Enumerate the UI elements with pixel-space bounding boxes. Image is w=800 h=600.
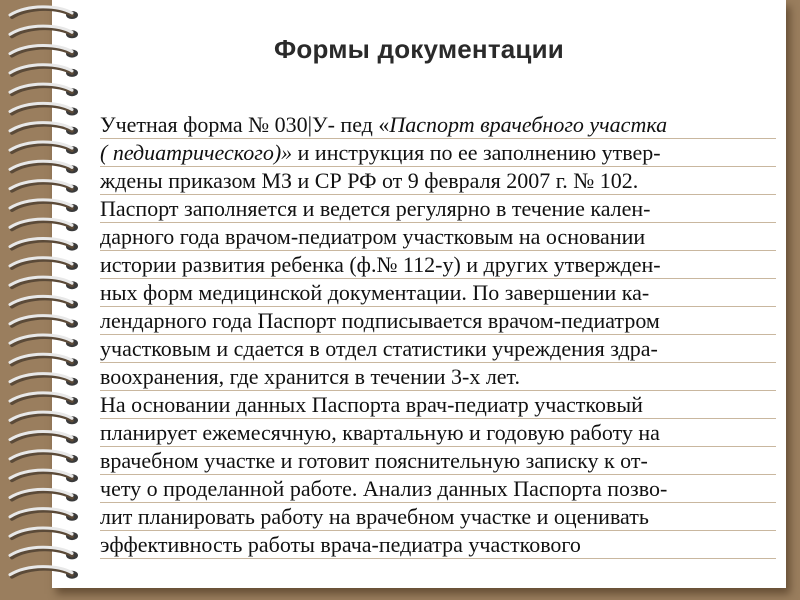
text-line: чету о проделанной работе. Анализ данных Паспорта позво- xyxy=(100,475,776,503)
spiral-binding-icon xyxy=(0,0,90,600)
spiral-ring-icon xyxy=(10,277,78,289)
spiral-ring-icon xyxy=(10,238,78,250)
text-line: эффективность работы врача-педиатра участкового xyxy=(100,531,776,559)
text-line: истории развития ребенка (ф.№ 112-у) и других утвержден- xyxy=(100,251,776,279)
spiral-ring-icon xyxy=(10,412,78,424)
text-line: ных форм медицинской документации. По завершении ка- xyxy=(100,279,776,307)
spiral-ring-icon xyxy=(10,7,78,19)
text-line: На основании данных Паспорта врач-педиатр участковый xyxy=(100,391,776,419)
spiral-ring-icon xyxy=(10,470,78,482)
text-line: лендарного года Паспорт подписывается врачом-педиатром xyxy=(100,307,776,335)
text-line: ждены приказом МЗ и СР РФ от 9 февраля 2007 г. № 102. xyxy=(100,167,776,195)
text-line: врачебном участке и готовит пояснительную записку к от- xyxy=(100,447,776,475)
text-line: Паспорт заполняется и ведется регулярно в течение кален- xyxy=(100,195,776,223)
text-line: планирует ежемесячную, квартальную и годовую работу на xyxy=(100,419,776,447)
spiral-ring-icon xyxy=(10,528,78,540)
spiral-ring-icon xyxy=(10,123,78,135)
text-line: лит планировать работу на врачебном участке и оценивать xyxy=(100,503,776,531)
spiral-ring-icon xyxy=(10,335,78,347)
text-line: участковым и сдается в отдел статистики учреждения здра- xyxy=(100,335,776,363)
spiral-ring-icon xyxy=(10,374,78,386)
spiral-ring-icon xyxy=(10,547,78,559)
spiral-ring-icon xyxy=(10,103,78,115)
spiral-ring-icon xyxy=(10,451,78,463)
text-line: Учетная форма № 030|У- пед «Паспорт врачебного участка xyxy=(100,111,776,139)
spiral-ring-icon xyxy=(10,567,78,579)
spiral-ring-icon xyxy=(10,431,78,443)
text-line: воохранения, где хранится в течении 3-х лет. xyxy=(100,363,776,391)
spiral-ring-icon xyxy=(10,316,78,328)
text-line: ( педиатрического)» и инструкция по ее заполнению утвер- xyxy=(100,139,776,167)
spiral-ring-icon xyxy=(10,65,78,77)
spiral-ring-icon xyxy=(10,258,78,270)
spiral-ring-icon xyxy=(10,354,78,366)
spiral-ring-icon xyxy=(10,296,78,308)
spiral-ring-icon xyxy=(10,142,78,154)
spiral-ring-icon xyxy=(10,489,78,501)
spiral-ring-icon xyxy=(10,181,78,193)
spiral-ring-icon xyxy=(10,84,78,96)
document-body xyxy=(100,111,776,559)
page-title: Формы документации xyxy=(274,34,564,64)
text-line: дарного года врачом-педиатром участковым на основании xyxy=(100,223,776,251)
spiral-ring-icon xyxy=(10,219,78,231)
spiral-ring-icon xyxy=(10,509,78,521)
spiral-ring-icon xyxy=(10,393,78,405)
spiral-ring-icon xyxy=(10,200,78,212)
spiral-ring-icon xyxy=(10,161,78,173)
